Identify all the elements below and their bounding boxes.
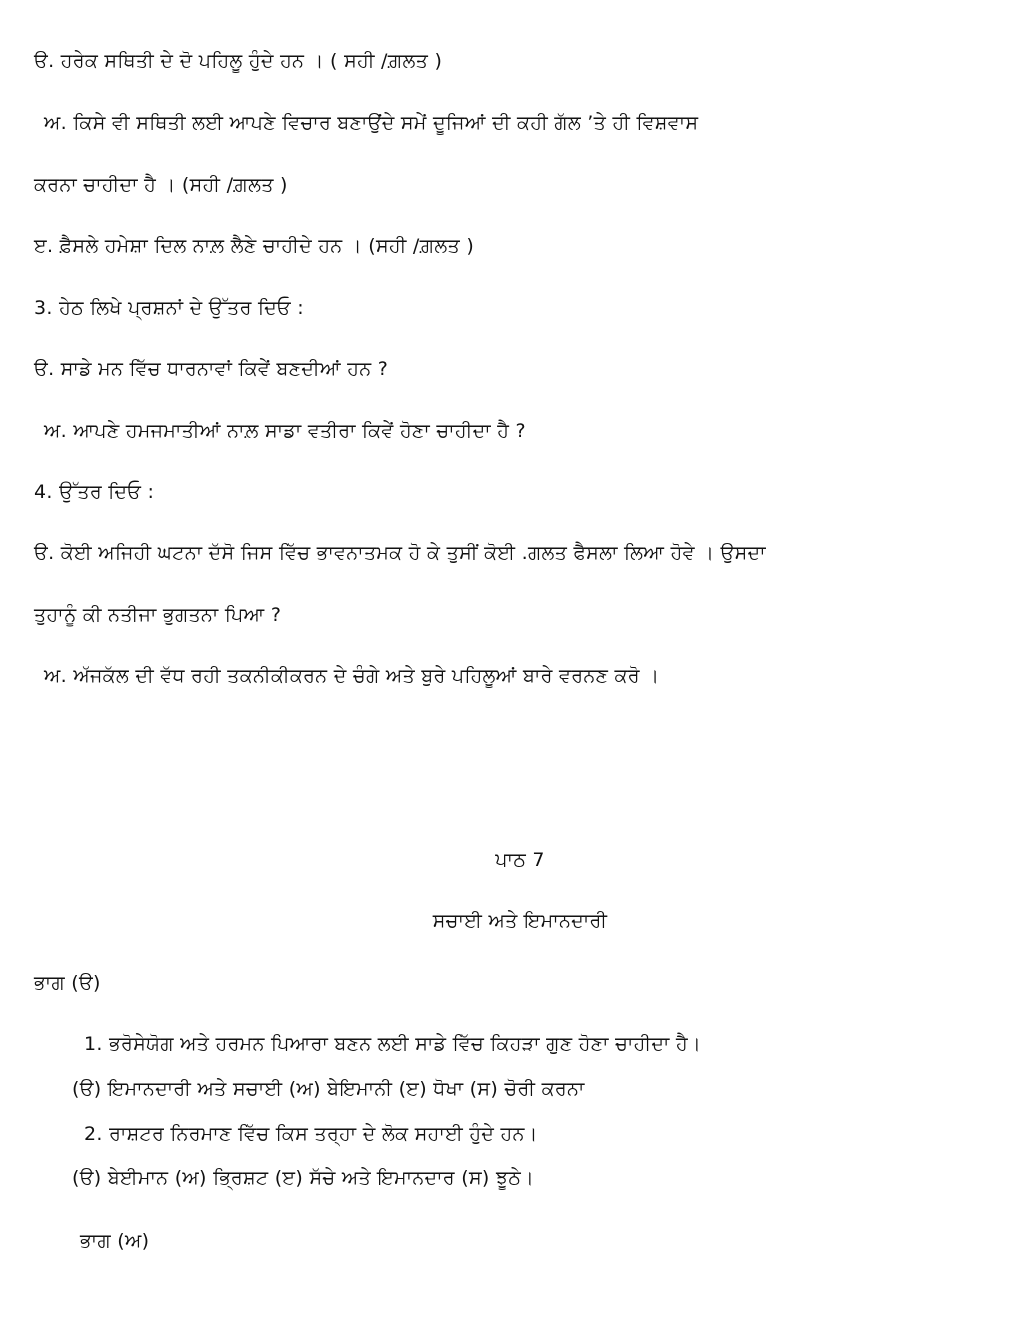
section-4-question-a-line-2: ਤੁਹਾਨੂੰ ਕੀ ਨਤੀਜਾ ਭੁਗਤਨਾ ਪਿਆ ?	[34, 604, 282, 626]
section-3-question-a: ੳ. ਸਾਡੇ ਮਨ ਵਿੱਚ ਧਾਰਨਾਵਾਂ ਕਿਵੇਂ ਬਣਦੀਆਂ ਹਨ ?	[34, 358, 389, 380]
true-false-question-a: ੳ. ਹਰੇਕ ਸਥਿਤੀ ਦੇ ਦੋ ਪਹਿਲੂ ਹੁੰਦੇ ਹਨ । ( ਸਹੀ /ਗ਼ਲਤ )	[34, 50, 443, 72]
part-a-question-2: 2. ਰਾਸ਼ਟਰ ਨਿਰਮਾਣ ਵਿੱਚ ਕਿਸ ਤਰ੍ਹਾ ਦੇ ਲੋਕ ਸਹਾਈ ਹੁੰਦੇ ਹਨ।	[84, 1123, 538, 1145]
part-b-heading: ਭਾਗ (ਅ)	[80, 1230, 150, 1252]
true-false-question-b-line-1: ਅ. ਕਿਸੇ ਵੀ ਸਥਿਤੀ ਲਈ ਆਪਣੇ ਵਿਚਾਰ ਬਣਾਉਂਦੇ ਸਮੇਂ ਦੂਜਿਆਂ ਦੀ ਕਹੀ ਗੱਲ ’ਤੇ ਹੀ ਵਿਸ਼ਵਾਸ	[44, 112, 699, 134]
section-4-heading: 4. ਉੱਤਰ ਦਿਓ :	[34, 481, 155, 503]
part-a-heading: ਭਾਗ (ੳ)	[34, 972, 101, 994]
section-4-question-b: ਅ. ਅੱਜਕੱਲ ਦੀ ਵੱਧ ਰਹੀ ਤਕਨੀਕੀਕਰਨ ਦੇ ਚੰਗੇ ਅਤੇ ਬੁਰੇ ਪਹਿਲੂਆਂ ਬਾਰੇ ਵਰਨਣ ਕਰੋ ।	[44, 665, 660, 687]
lesson-number: ਪਾਠ 7	[495, 849, 545, 871]
true-false-question-c: ੲ. ਫ਼ੈਸਲੇ ਹਮੇਸ਼ਾ ਦਿਲ ਨਾਲ਼ ਲੈਣੇ ਚਾਹੀਦੇ ਹਨ । (ਸਹੀ /ਗ਼ਲਤ )	[34, 235, 475, 257]
part-a-question-1: 1. ਭਰੋਸੇਯੋਗ ਅਤੇ ਹਰਮਨ ਪਿਆਰਾ ਬਣਨ ਲਈ ਸਾਡੇ ਵਿੱਚ ਕਿਹੜਾ ਗੁਣ ਹੋਣਾ ਚਾਹੀਦਾ ਹੈ।	[84, 1033, 702, 1055]
part-a-question-1-options: (ੳ) ਇਮਾਨਦਾਰੀ ਅਤੇ ਸਚਾਈ (ਅ) ਬੇਇਮਾਨੀ (ੲ) ਧੋਖਾ (ਸ) ਚੋਰੀ ਕਰਨਾ	[72, 1078, 585, 1100]
lesson-title: ਸਚਾਈ ਅਤੇ ਇਮਾਨਦਾਰੀ	[432, 910, 608, 932]
section-3-question-b: ਅ. ਆਪਣੇ ਹਮਜਮਾਤੀਆਂ ਨਾਲ਼ ਸਾਡਾ ਵਤੀਰਾ ਕਿਵੇਂ ਹੋਣਾ ਚਾਹੀਦਾ ਹੈ ?	[44, 420, 526, 442]
section-3-heading: 3. ਹੇਠ ਲਿਖੇ ਪ੍ਰਸ਼ਨਾਂ ਦੇ ਉੱਤਰ ਦਿਓ :	[34, 297, 304, 319]
section-4-question-a-line-1: ੳ. ਕੋਈ ਅਜਿਹੀ ਘਟਨਾ ਦੱਸੋ ਜਿਸ ਵਿੱਚ ਭਾਵਨਾਤਮਕ ਹੋ ਕੇ ਤੁਸੀਂ ਕੋਈ .ਗਲਤ ਫੈਸਲਾ ਲਿਆ ਹੋਵੇ । ਉਸਦਾ	[34, 542, 766, 564]
true-false-question-b-line-2: ਕਰਨਾ ਚਾਹੀਦਾ ਹੈ । (ਸਹੀ /ਗ਼ਲਤ )	[34, 174, 288, 196]
part-a-question-2-options: (ੳ) ਬੇਈਮਾਨ (ਅ) ਭ੍ਰਿਸ਼ਟ (ੲ) ਸੱਚੇ ਅਤੇ ਇਮਾਨਦਾਰ (ਸ) ਝੂਠੇ।	[72, 1167, 535, 1189]
